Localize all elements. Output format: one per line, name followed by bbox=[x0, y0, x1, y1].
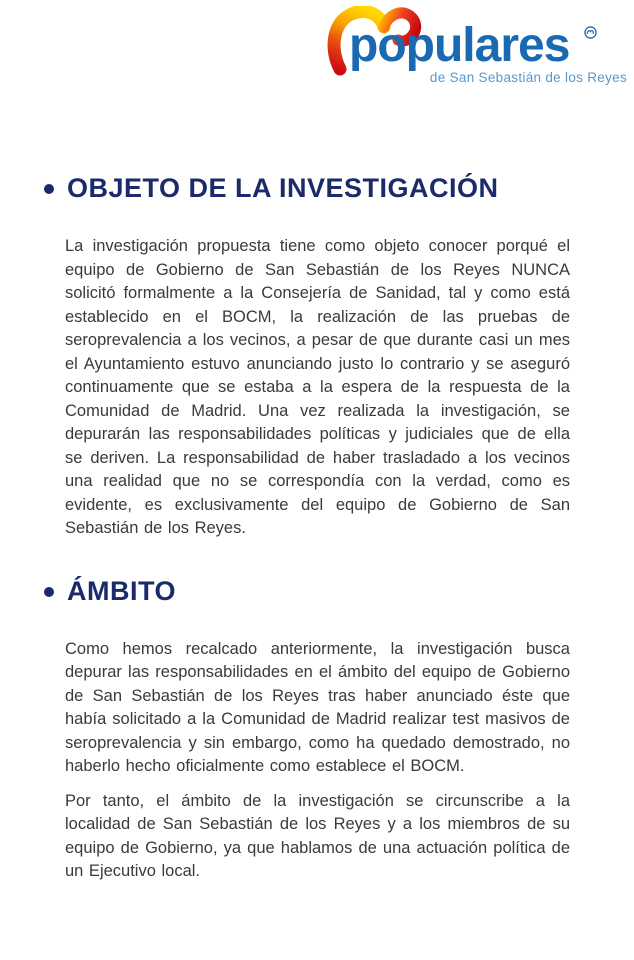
section-ambito bbox=[44, 575, 570, 884]
header bbox=[0, 0, 634, 100]
logo-subtitle: de San Sebastián de los Reyes bbox=[429, 70, 627, 85]
section-heading-objeto bbox=[44, 172, 570, 204]
bullet-icon bbox=[44, 587, 54, 597]
section-heading-ambito bbox=[44, 575, 570, 607]
section-title: OBJETO DE LA INVESTIGACIÓN bbox=[67, 173, 499, 203]
paragraph-ambito-2: Por tanto, el ámbito de la investigación se circunscribe a la localidad de San Sebastián de los Reyes y a los miembros de su equipo de Gobierno, ya que hablamos de una actuación política de un Ejecutivo local. bbox=[65, 791, 570, 880]
paragraph-objeto-1: La investigación propuesta tiene como objeto conocer porqué el equipo de Gobierno de San Sebastián de los Reyes NUNCA solicitó formalmente a la Consejería de Sanidad, tal y como está establecido en el BOCM, la realización de las pruebas de seroprevalencia a los vecinos, a pesar de que durante casi un mes el Ayuntamiento estuvo anunciando justo lo contrario y se aseguró continuamente que se estaba a la espera de la respuesta de la Comunidad de Madrid. Una vez realizada la investigación, se depurarán las responsabilidades políticas y judiciales que de ella se deriven. La responsabilidad de haber trasladado a los vecinos una realidad que no se correspondía con la verdad, como es evidente, es exclusivamente del equipo de Gobierno de San Sebastián de los Reyes. bbox=[65, 237, 570, 537]
section-objeto bbox=[44, 172, 570, 541]
paragraph-ambito-1: Como hemos recalcado anteriormente, la investigación busca depurar las responsabilidades en el ámbito del equipo de Gobierno de San Sebastián de los Reyes tras haber anunciado éste que había solicitado a la Comunidad de Madrid realizar test masivos de seroprevalencia y sin embargo, como ha quedado demostrado, no haberlo hecho oficialmente como establece el BOCM. bbox=[65, 639, 570, 775]
section-title: ÁMBITO bbox=[67, 575, 176, 606]
bullet-icon bbox=[44, 184, 54, 194]
registered-gaviota-mark-icon bbox=[584, 26, 597, 39]
document-body bbox=[0, 172, 634, 884]
populares-logo bbox=[327, 4, 629, 99]
logo-brand-text: populares bbox=[349, 19, 570, 72]
